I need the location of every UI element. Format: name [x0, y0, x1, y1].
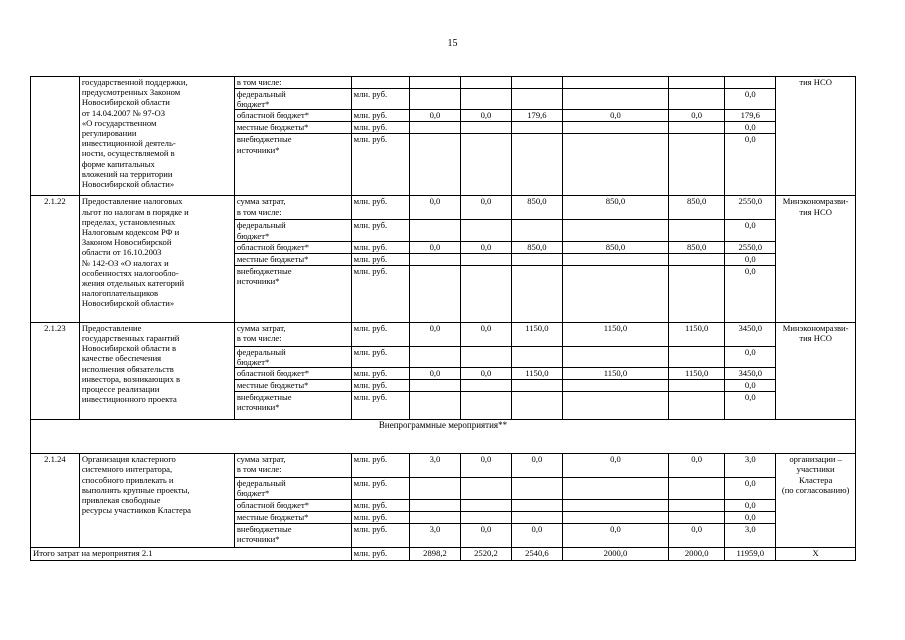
unit-cell: млн. руб.	[351, 89, 409, 110]
activity-name-line: Законом Новосибирской	[81, 237, 172, 248]
value-cell-5	[669, 122, 725, 134]
value-cell-1	[410, 134, 461, 196]
activity-name-line: регулировании	[81, 128, 137, 139]
activity-name-line: Предоставление	[81, 322, 142, 333]
activity-name-line: ресурсы участников Кластера	[81, 505, 191, 516]
executor-line: организации –	[789, 454, 842, 465]
activity-name-line: «О государственном	[81, 117, 157, 128]
activity-name-line: от 14.04.2007 № 97-ОЗ	[81, 107, 166, 118]
unit-cell: млн. руб.	[351, 220, 409, 241]
unit-cell: млн. руб.	[351, 511, 409, 523]
unit-cell: млн. руб.	[351, 523, 409, 547]
funding-source-label: внебюджетные	[236, 134, 292, 145]
value-cell-4	[562, 511, 668, 523]
value-cell-3	[511, 253, 562, 265]
value-cell-6: 0,0	[725, 499, 776, 511]
activity-name-line: предусмотренных Законом	[81, 87, 181, 98]
activity-name-line: выполнять крупные проекты,	[81, 484, 190, 495]
funding-source-label: бюджет*	[236, 357, 270, 368]
activity-name-line: инвестиционной деятель-	[81, 138, 176, 149]
activity-name-line: исполнения обязательств	[81, 363, 174, 374]
unit-cell: млн. руб.	[351, 110, 409, 122]
value-cell-6: 0,0	[725, 346, 776, 367]
value-cell-3	[511, 77, 562, 89]
value-cell-5	[669, 220, 725, 241]
activity-name-line: Организация кластерного	[81, 454, 176, 465]
value-cell-2	[460, 346, 511, 367]
funding-source-label: областной бюджет*	[236, 368, 310, 379]
value-cell-1: 0,0	[410, 196, 461, 220]
activity-name-line: качестве обеспечения	[81, 353, 162, 364]
activity-name-line: вложений на территории	[81, 168, 173, 179]
funding-source-label: бюджет*	[236, 230, 270, 241]
executor-line: (по согласованию)	[781, 484, 850, 495]
activity-number-cell: 2.1.23	[31, 322, 80, 419]
value-cell-6: 2550,0	[725, 196, 776, 220]
funding-source-label: сумма затрат,	[236, 196, 286, 207]
value-cell-5: 1150,0	[669, 368, 725, 380]
value-cell-6: 0,0	[725, 134, 776, 196]
activity-name-line: Новосибирской области в	[81, 343, 177, 354]
activity-name-line: налогоплательщиков	[81, 288, 159, 299]
total-value-cell-1: 2898,2	[410, 547, 461, 560]
value-cell-1	[410, 511, 461, 523]
value-cell-1: 0,0	[410, 241, 461, 253]
page-number: 15	[447, 38, 458, 49]
value-cell-4	[562, 220, 668, 241]
funding-source-cell	[234, 392, 351, 420]
value-cell-5	[669, 265, 725, 322]
funding-source-cell	[234, 110, 351, 122]
value-cell-6: 0,0	[725, 253, 776, 265]
table-row	[31, 322, 856, 346]
funding-source-label: местные бюджеты*	[236, 253, 309, 264]
unit-cell: млн. руб.	[351, 368, 409, 380]
value-cell-5: 0,0	[669, 110, 725, 122]
funding-source-cell	[234, 89, 351, 110]
value-cell-2	[460, 253, 511, 265]
value-cell-5: 0,0	[669, 454, 725, 478]
value-cell-6: 0,0	[725, 478, 776, 499]
value-cell-6: 3,0	[725, 454, 776, 478]
executor-line: Минэкономразви-	[782, 322, 849, 333]
funding-source-label: областной бюджет*	[236, 241, 310, 252]
funding-source-label: сумма затрат,	[236, 454, 286, 465]
executor-line: Минэкономразви-	[782, 196, 849, 207]
value-cell-2	[460, 134, 511, 196]
value-cell-3	[511, 89, 562, 110]
unit-cell: млн. руб.	[351, 380, 409, 392]
total-value-cell-3: 2540,6	[511, 547, 562, 560]
value-cell-1	[410, 380, 461, 392]
funding-source-cell	[234, 368, 351, 380]
executor-line: участники	[796, 464, 835, 475]
program-activities-table	[30, 76, 856, 561]
value-cell-3: 1150,0	[511, 368, 562, 380]
activity-name-line: пределах, установленных	[81, 216, 176, 227]
activity-name-line: ности, осуществляемой в	[81, 148, 175, 159]
funding-source-label: федеральный	[236, 478, 286, 489]
total-executor-cell: Х	[776, 547, 856, 560]
value-cell-2	[460, 89, 511, 110]
funding-source-cell	[234, 265, 351, 322]
value-cell-5	[669, 392, 725, 420]
value-cell-5	[669, 511, 725, 523]
value-cell-4: 850,0	[562, 196, 668, 220]
value-cell-1	[410, 346, 461, 367]
value-cell-4: 0,0	[562, 454, 668, 478]
value-cell-5: 1150,0	[669, 322, 725, 346]
funding-source-cell	[234, 134, 351, 196]
value-cell-2	[460, 499, 511, 511]
value-cell-2: 0,0	[460, 454, 511, 478]
value-cell-6: 0,0	[725, 265, 776, 322]
funding-source-label: в том числе:	[236, 77, 282, 87]
activity-name-line: государственной поддержки,	[81, 77, 188, 87]
executor-cell	[776, 77, 856, 196]
section-header-row	[31, 420, 856, 454]
value-cell-2: 0,0	[460, 196, 511, 220]
value-cell-3	[511, 265, 562, 322]
value-cell-4	[562, 134, 668, 196]
unit-cell: млн. руб.	[351, 322, 409, 346]
value-cell-6: 0,0	[725, 220, 776, 241]
unit-cell: млн. руб.	[351, 346, 409, 367]
funding-source-label: источники*	[236, 533, 280, 544]
activity-name-line: способного привлекать и	[81, 474, 174, 485]
unit-cell: млн. руб.	[351, 454, 409, 478]
value-cell-5	[669, 478, 725, 499]
value-cell-4	[562, 253, 668, 265]
funding-source-label: внебюджетные	[236, 392, 292, 403]
value-cell-5	[669, 346, 725, 367]
value-cell-6: 0,0	[725, 89, 776, 110]
executor-line: тия НСО	[799, 77, 832, 87]
funding-source-cell	[234, 380, 351, 392]
activity-name-line: системного интегратора,	[81, 464, 173, 475]
executor-cell	[776, 322, 856, 419]
total-label-cell: Итого затрат на мероприятия 2.1	[31, 547, 352, 560]
activity-name-cell	[79, 322, 234, 419]
funding-source-label: бюджет*	[236, 99, 270, 110]
value-cell-2	[460, 122, 511, 134]
funding-source-label: бюджет*	[236, 488, 270, 499]
value-cell-2: 0,0	[460, 368, 511, 380]
value-cell-1	[410, 77, 461, 89]
table-row	[31, 454, 856, 478]
value-cell-6	[725, 77, 776, 89]
funding-source-cell	[234, 196, 351, 220]
value-cell-6: 0,0	[725, 380, 776, 392]
value-cell-3	[511, 392, 562, 420]
value-cell-1	[410, 220, 461, 241]
value-cell-2: 0,0	[460, 523, 511, 547]
section-header-cell: Внепрограммные мероприятия**	[31, 420, 856, 454]
value-cell-6: 0,0	[725, 511, 776, 523]
value-cell-5	[669, 134, 725, 196]
funding-source-label: федеральный	[236, 89, 286, 99]
total-value-cell-6: 11959,0	[725, 547, 776, 560]
value-cell-1	[410, 122, 461, 134]
value-cell-4	[562, 122, 668, 134]
activity-name-line: особенностях налогообло-	[81, 267, 179, 278]
value-cell-4	[562, 346, 668, 367]
value-cell-1: 3,0	[410, 454, 461, 478]
value-cell-6: 3450,0	[725, 368, 776, 380]
value-cell-1	[410, 392, 461, 420]
value-cell-2	[460, 77, 511, 89]
value-cell-4: 1150,0	[562, 368, 668, 380]
value-cell-5: 0,0	[669, 523, 725, 547]
funding-source-cell	[234, 77, 351, 89]
value-cell-2	[460, 392, 511, 420]
value-cell-3: 1150,0	[511, 322, 562, 346]
value-cell-2	[460, 478, 511, 499]
value-cell-3: 179,6	[511, 110, 562, 122]
value-cell-3	[511, 499, 562, 511]
value-cell-3: 850,0	[511, 241, 562, 253]
activity-number-cell	[31, 77, 80, 196]
value-cell-6: 0,0	[725, 392, 776, 420]
value-cell-6: 179,6	[725, 110, 776, 122]
value-cell-1: 0,0	[410, 368, 461, 380]
value-cell-3: 0,0	[511, 523, 562, 547]
funding-source-label: в том числе:	[236, 206, 282, 217]
activity-name-cell	[79, 77, 234, 196]
value-cell-1: 0,0	[410, 110, 461, 122]
funding-source-cell	[234, 253, 351, 265]
value-cell-4	[562, 89, 668, 110]
value-cell-3: 0,0	[511, 454, 562, 478]
value-cell-3	[511, 220, 562, 241]
funding-source-cell	[234, 241, 351, 253]
value-cell-5	[669, 89, 725, 110]
activity-name-line: Налоговым кодексом РФ и	[81, 227, 180, 238]
value-cell-1	[410, 499, 461, 511]
unit-cell: млн. руб.	[351, 196, 409, 220]
funding-source-label: внебюджетные	[236, 265, 292, 276]
executor-line: тия НСО	[799, 206, 832, 217]
unit-cell: млн. руб.	[351, 134, 409, 196]
value-cell-4	[562, 265, 668, 322]
value-cell-2: 0,0	[460, 110, 511, 122]
funding-source-cell	[234, 499, 351, 511]
value-cell-1	[410, 265, 461, 322]
value-cell-3	[511, 511, 562, 523]
value-cell-5: 850,0	[669, 241, 725, 253]
funding-source-label: в том числе:	[236, 333, 282, 344]
activity-name-line: Новосибирской области»	[81, 179, 175, 190]
unit-cell	[351, 77, 409, 89]
value-cell-3	[511, 478, 562, 499]
activity-name-line: процессе реализации	[81, 384, 160, 395]
funding-source-label: в том числе:	[236, 464, 282, 475]
value-cell-4	[562, 478, 668, 499]
value-cell-1	[410, 89, 461, 110]
executor-cell	[776, 454, 856, 547]
funding-source-cell	[234, 220, 351, 241]
funding-source-label: источники*	[236, 276, 280, 287]
funding-source-label: источники*	[236, 144, 280, 155]
value-cell-6: 3,0	[725, 523, 776, 547]
funding-source-label: областной бюджет*	[236, 110, 310, 121]
value-cell-5	[669, 380, 725, 392]
funding-source-cell	[234, 454, 351, 478]
funding-source-cell	[234, 523, 351, 547]
value-cell-5: 850,0	[669, 196, 725, 220]
activity-name-line: области от 16.10.2003	[81, 247, 162, 258]
value-cell-5	[669, 77, 725, 89]
executor-line: Кластера	[798, 474, 833, 485]
value-cell-2	[460, 380, 511, 392]
value-cell-1	[410, 478, 461, 499]
value-cell-2	[460, 511, 511, 523]
activity-name-line: форме капитальных	[81, 158, 155, 169]
activity-number-cell: 2.1.24	[31, 454, 80, 547]
funding-source-label: федеральный	[236, 346, 286, 357]
activity-name-line: привлекая свободные	[81, 495, 161, 506]
funding-source-cell	[234, 322, 351, 346]
value-cell-6: 0,0	[725, 122, 776, 134]
total-value-cell-5: 2000,0	[669, 547, 725, 560]
unit-cell: млн. руб.	[351, 241, 409, 253]
total-value-cell-4: 2000,0	[562, 547, 668, 560]
activity-name-line: Новосибирской области»	[81, 298, 175, 309]
value-cell-1: 0,0	[410, 322, 461, 346]
value-cell-1: 3,0	[410, 523, 461, 547]
activity-name-line: инвестора, возникающих в	[81, 373, 181, 384]
funding-source-label: сумма затрат,	[236, 322, 286, 333]
value-cell-5	[669, 253, 725, 265]
value-cell-4: 0,0	[562, 110, 668, 122]
unit-cell: млн. руб.	[351, 122, 409, 134]
value-cell-3: 850,0	[511, 196, 562, 220]
unit-cell: млн. руб.	[351, 499, 409, 511]
activity-name-line: Новосибирской области	[81, 97, 170, 108]
value-cell-4: 1150,0	[562, 322, 668, 346]
value-cell-6: 3450,0	[725, 322, 776, 346]
funding-source-label: источники*	[236, 402, 280, 413]
value-cell-3	[511, 134, 562, 196]
value-cell-4: 0,0	[562, 523, 668, 547]
funding-source-label: местные бюджеты*	[236, 380, 309, 391]
funding-source-label: федеральный	[236, 220, 286, 231]
total-row	[31, 547, 856, 560]
funding-source-label: областной бюджет*	[236, 499, 310, 510]
funding-source-label: местные бюджеты*	[236, 511, 309, 522]
activity-name-line: государственных гарантий	[81, 333, 180, 344]
activity-name-line: № 142-ОЗ «О налогах и	[81, 257, 169, 268]
funding-source-cell	[234, 346, 351, 367]
activity-name-cell	[79, 196, 234, 322]
activity-name-cell	[79, 454, 234, 547]
funding-source-label: местные бюджеты*	[236, 122, 309, 133]
table-row	[31, 77, 856, 89]
activity-name-line: жения отдельных категорий	[81, 278, 185, 289]
unit-cell: млн. руб.	[351, 392, 409, 420]
value-cell-3	[511, 346, 562, 367]
value-cell-2	[460, 265, 511, 322]
value-cell-3	[511, 380, 562, 392]
value-cell-5	[669, 499, 725, 511]
funding-source-cell	[234, 478, 351, 499]
funding-source-cell	[234, 122, 351, 134]
value-cell-2: 0,0	[460, 322, 511, 346]
activity-number-cell: 2.1.22	[31, 196, 80, 322]
value-cell-4	[562, 392, 668, 420]
funding-source-label: внебюджетные	[236, 523, 292, 534]
value-cell-4: 850,0	[562, 241, 668, 253]
table-row	[31, 196, 856, 220]
funding-source-cell	[234, 511, 351, 523]
activity-name-line: Предоставление налоговых	[81, 196, 183, 207]
unit-cell: млн. руб.	[351, 265, 409, 322]
executor-line: тия НСО	[799, 333, 832, 344]
total-value-cell-2: 2520,2	[460, 547, 511, 560]
value-cell-2	[460, 220, 511, 241]
value-cell-4	[562, 499, 668, 511]
value-cell-4	[562, 77, 668, 89]
total-unit-cell: млн. руб.	[351, 547, 409, 560]
value-cell-6: 2550,0	[725, 241, 776, 253]
executor-cell	[776, 196, 856, 322]
activity-name-line: инвестиционного проекта	[81, 394, 177, 405]
value-cell-3	[511, 122, 562, 134]
unit-cell: млн. руб.	[351, 478, 409, 499]
value-cell-2: 0,0	[460, 241, 511, 253]
value-cell-4	[562, 380, 668, 392]
unit-cell: млн. руб.	[351, 253, 409, 265]
value-cell-1	[410, 253, 461, 265]
activity-name-line: льгот по налогам в порядке и	[81, 206, 189, 217]
